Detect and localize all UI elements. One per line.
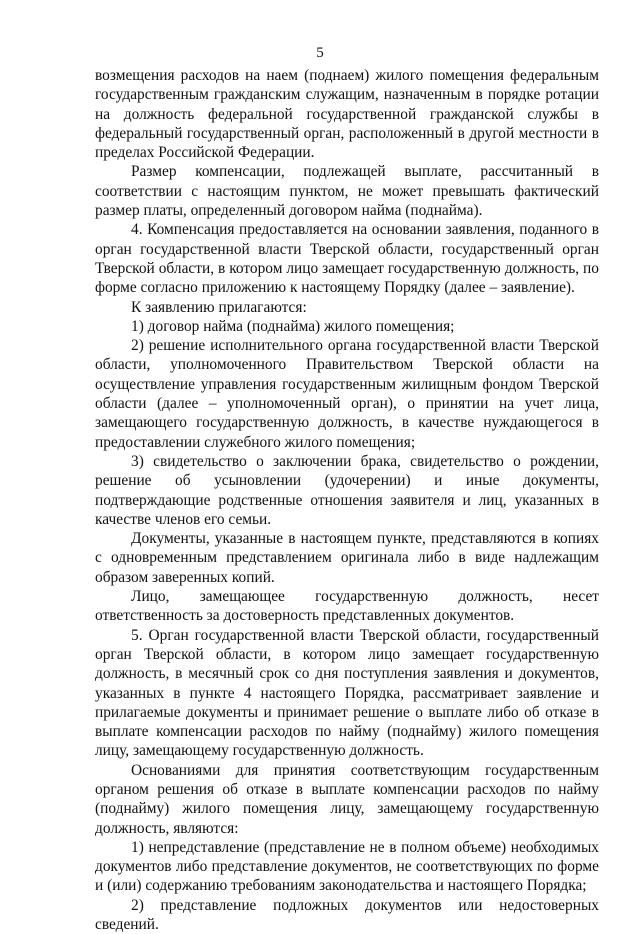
paragraph-item-4: 4. Компенсация предоставляется на основании заявления, поданного в орган государственной власти Тверской области, государственный орган Тверской области, в котором лицо замещает государственную должность, по форме согласно приложению к настоящему Порядку (далее – заявление).	[95, 221, 599, 297]
document-body	[95, 66, 599, 934]
paragraph-copies: Документы, указанные в настоящем пункте, представляются в копиях с одновременным представлением оригинала либо в виде надлежащим образом заверенных копий.	[95, 530, 599, 586]
paragraph-compensation-amount: Размер компенсации, подлежащей выплате, рассчитанный в соответствии с настоящим пунктом, не может превышать фактический размер платы, определенный договором найма (поднайма).	[95, 163, 599, 220]
list-item-3-family-documents: 3) свидетельство о заключении брака, свидетельство о рождении, решение об усыновлении (удочерении) и иные документы, подтверждающие родственные отношения заявителя и лиц, указанных в качестве членов его семьи.	[95, 452, 599, 528]
list-item-refusal-1: 1) непредставление (представление не в полном объеме) необходимых документов либо представление документов, не соответствующих по форме и (или) содержанию требованиям законодательства и настоящего Порядка;	[95, 838, 599, 895]
list-item-1-lease-contract: 1) договор найма (поднайма) жилого помещения;	[131, 317, 455, 335]
paragraph-responsibility: Лицо, замещающее государственную должность, несет ответственность за достоверность представленных документов.	[95, 588, 599, 625]
list-item-refusal-2: 2) представление подложных документов или недостоверных сведений.	[95, 896, 599, 934]
paragraph-item-5: 5. Орган государственной власти Тверской области, государственный орган Тверской области, в котором лицо замещает государственную должность, в месячный срок со дня поступления заявления и документов, указанных в пункте 4 настоящего Порядка, рассматривает заявление и прилагаемые документы и принимает решение о выплате либо об отказе в выплате компенсации расходов по найму (поднайму) жилого помещения лицу, замещающему государственную должность.	[95, 626, 599, 760]
list-item-2-registration-decision: 2) решение исполнительного органа государственной власти Тверской области, уполномоченного Правительством Тверской области на осуществление управления государственным жилищным фондом Тверской области (далее – уполномоченный орган), о принятии на учет лица, замещающего государственную должность, в качестве нуждающегося в предоставлении служебного жилого помещения;	[95, 337, 599, 451]
page-number: 5	[316, 45, 324, 61]
paragraph-refusal-grounds: Основаниями для принятия соответствующим государственным органом решения об отказе в выплате компенсации расходов по найму (поднайму) жилого помещения лицу, замещающему государственную должность, являются:	[95, 761, 599, 837]
paragraph-attachments-intro: К заявлению прилагаются:	[131, 298, 307, 316]
paragraph-rotation-continuation: возмещения расходов на наем (поднаем) жилого помещения федеральным государственным гражданским служащим, назначенным в порядке ротации на должность федеральной государственной гражданской службы в федеральный государственный орган, расположенный в другой местности в пределах Российской Федерации.	[95, 67, 599, 162]
